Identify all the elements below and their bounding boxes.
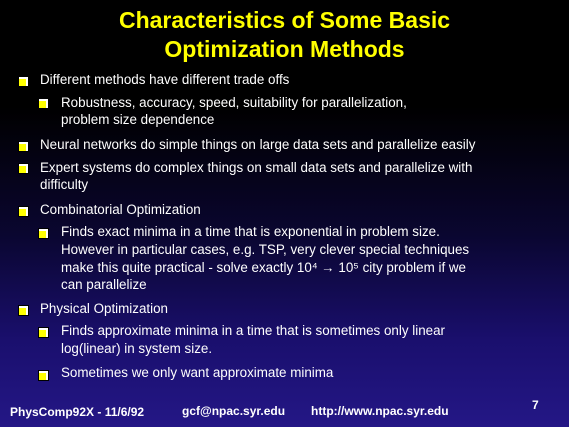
bullet-item: Neural networks do simple things on large data sets and parallelize easily bbox=[40, 137, 476, 152]
bullet-box-icon bbox=[18, 305, 29, 316]
sub-bullet-item-continuation: However in particular cases, e.g. TSP, very clever special techniques bbox=[61, 242, 470, 257]
bullet-item-continuation: difficulty bbox=[40, 177, 89, 192]
bullet-item: Combinatorial Optimization bbox=[40, 202, 201, 217]
sub-bullet-item-continuation: make this quite practical - solve exactly 10⁴ → 10⁵ city problem if we bbox=[61, 260, 467, 275]
bullet-item: Physical Optimization bbox=[40, 301, 169, 316]
sub-bullet-item: Robustness, accuracy, speed, suitability for parallelization, bbox=[61, 95, 407, 110]
bullet-box-icon bbox=[38, 327, 49, 338]
bullet-box-icon bbox=[38, 370, 49, 381]
bullet-box-icon bbox=[18, 76, 29, 87]
sub-bullet-item: Finds approximate minima in a time that is sometimes only linear bbox=[61, 323, 446, 338]
bullet-box-icon bbox=[38, 98, 49, 109]
footer-email: gcf@npac.syr.edu bbox=[182, 404, 286, 418]
bullet-item: Different methods have different trade offs bbox=[40, 72, 290, 87]
bullet-box-icon bbox=[18, 206, 29, 217]
slide-title-line-1: Characteristics of Some Basic bbox=[118, 7, 451, 33]
sub-bullet-item: Sometimes we only want approximate minima bbox=[61, 365, 334, 380]
bullet-item: Expert systems do complex things on small data sets and parallelize with bbox=[40, 160, 473, 175]
bullet-box-icon bbox=[18, 141, 29, 152]
sub-bullet-item-continuation: log(linear) in system size. bbox=[61, 341, 213, 356]
page-number: 7 bbox=[532, 398, 539, 412]
slide-title bbox=[0, 6, 569, 64]
footer-course-date: PhysComp92X - 11/6/92 bbox=[10, 405, 145, 419]
sub-bullet-item-continuation: problem size dependence bbox=[61, 112, 215, 127]
footer-url: http://www.npac.syr.edu bbox=[311, 404, 449, 418]
sub-bullet-item-continuation: can parallelize bbox=[61, 277, 147, 292]
bullet-box-icon bbox=[38, 228, 49, 239]
bullet-box-icon bbox=[18, 163, 29, 174]
slide-title-line-2: Optimization Methods bbox=[164, 36, 405, 62]
sub-bullet-item: Finds exact minima in a time that is exponential in problem size. bbox=[61, 224, 440, 239]
